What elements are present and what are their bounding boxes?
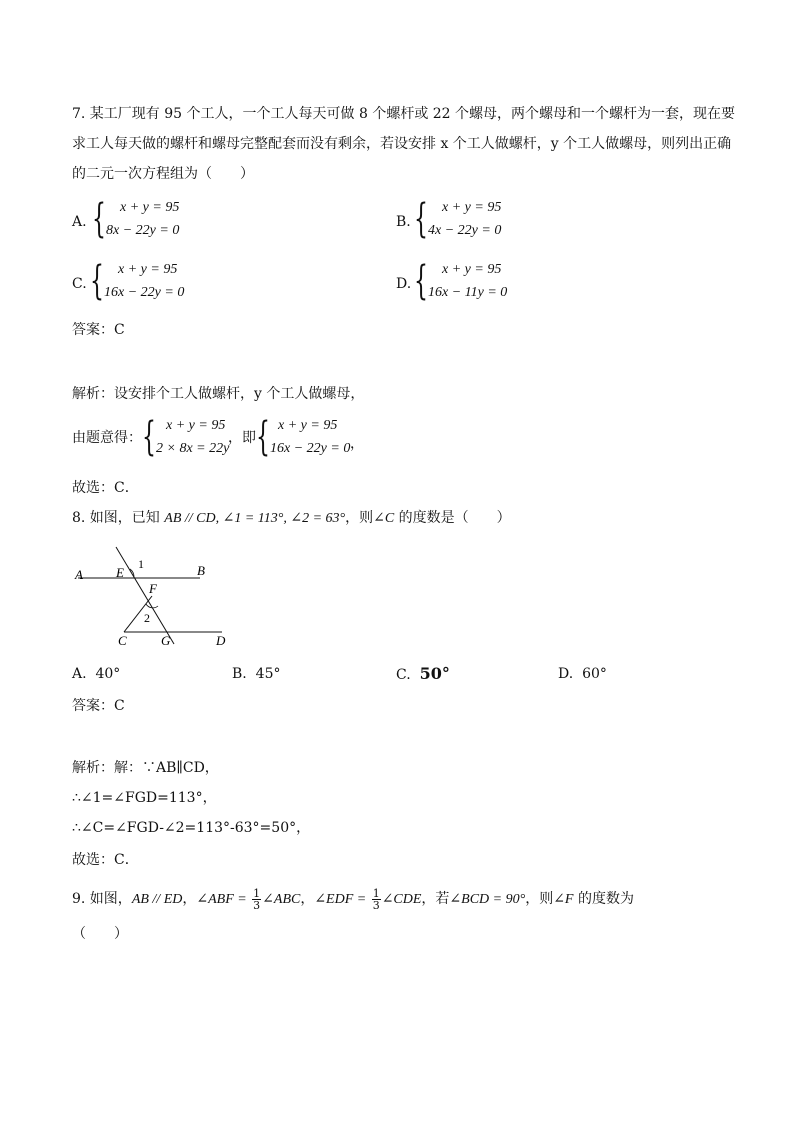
- label-angle-2: 2: [144, 611, 150, 625]
- q9-m4: ∠BCD = 90°: [449, 892, 526, 907]
- q9-m1: AB // ED: [131, 892, 183, 907]
- brace-icon: {: [256, 414, 270, 460]
- q9-blank: （ ）: [72, 926, 128, 942]
- q7-option-c-system: [90, 258, 230, 306]
- q9-fraction-2: [372, 888, 381, 911]
- q8-analysis-line3: ∴∠C=∠FGD-∠2=113°-63°=50°，: [72, 820, 311, 836]
- q7-stem-line2: 求工人每天做的螺杆和螺母完整配套而没有剩余，若设安排 x 个工人做螺杆，y 个工人做螺母，则列出正确: [72, 136, 732, 152]
- q8-stem-prefix: 8. 如图，已知: [72, 510, 165, 526]
- q7-d-eq1: x + y = 95: [442, 262, 502, 277]
- q7-analysis-intro: 解析：设安排个工人做螺杆，y 个工人做螺母，: [72, 386, 365, 402]
- label-g: G: [161, 633, 171, 648]
- q8-stem-math2: ∠C: [373, 511, 395, 526]
- q9-frac2-num: 1: [372, 886, 380, 900]
- q8-option-a-value: 40°: [95, 666, 121, 682]
- q9-prefix: 9. 如图，: [72, 891, 132, 907]
- q7-b-eq2: 4x − 22y = 0: [428, 223, 502, 238]
- q7-sys1-eq1: x + y = 95: [166, 418, 226, 433]
- q8-option-b-value: 45°: [255, 666, 281, 682]
- q9-m5: ∠F: [553, 892, 574, 907]
- q8-option-b: [232, 664, 280, 684]
- q9-fraction-1: [252, 888, 261, 911]
- q9-m2a: ∠ABF =: [196, 892, 247, 907]
- q9-sep2: ，: [300, 891, 315, 907]
- q9-m2b: ∠ABC: [262, 892, 301, 907]
- label-b: B: [197, 563, 205, 578]
- q8-option-d-label: D.: [558, 666, 574, 682]
- q8-option-b-label: B.: [232, 666, 247, 682]
- q7-sys2-eq1: x + y = 95: [278, 418, 338, 433]
- brace-icon: {: [142, 414, 156, 460]
- q8-option-c-label: C.: [396, 667, 411, 683]
- transversal-line: [116, 547, 174, 644]
- q8-stem-math: AB // CD, ∠1 = 113°, ∠2 = 63°: [164, 511, 346, 526]
- q7-d-eq2: 16x − 11y = 0: [428, 285, 508, 300]
- q7-option-b-label: B.: [396, 214, 411, 230]
- q7-answer: 答案：C: [72, 322, 125, 338]
- q9-m3a: ∠EDF =: [314, 892, 367, 907]
- brace-icon: {: [92, 196, 106, 242]
- q7-c-eq1: x + y = 95: [118, 262, 178, 277]
- q7-sys2-eq2: 16x − 22y = 0: [270, 441, 351, 456]
- q9-frac1-num: 1: [253, 886, 261, 900]
- q9-stem: [72, 886, 634, 913]
- q9-m3b: ∠CDE: [381, 892, 422, 907]
- q8-option-c: [396, 664, 450, 685]
- q7-a-eq1: x + y = 95: [120, 200, 180, 215]
- label-a: A: [75, 567, 83, 582]
- q9-suffix: 的度数为: [573, 891, 634, 907]
- brace-icon: {: [414, 196, 428, 242]
- q7-analysis-end: ，: [350, 436, 364, 452]
- q8-option-a: [72, 664, 120, 684]
- q7-option-d-system: [414, 258, 554, 306]
- q7-sys1-eq2: 2 × 8x = 22y: [156, 441, 230, 456]
- q7-option-d-label: D.: [396, 276, 412, 292]
- q7-analysis-mid: ，即: [228, 430, 256, 446]
- label-f: F: [149, 581, 157, 596]
- q7-analysis-lead: 由题意得：: [72, 430, 142, 446]
- brace-icon: {: [90, 258, 104, 304]
- q8-analysis-line2: ∴∠1=∠FGD=113°，: [72, 790, 217, 806]
- q9-mid: ，则: [525, 891, 554, 907]
- q7-option-a-label: A.: [72, 214, 87, 230]
- label-d: D: [216, 633, 226, 648]
- q7-b-eq1: x + y = 95: [442, 200, 502, 215]
- q7-conclusion: 故选：C．: [72, 480, 139, 496]
- q7-stem-line1: 7. 某工厂现有 95 个工人，一个工人每天可做 8 个螺杆或 22 个螺母，两个螺母和一个螺杆为一套，现在要: [72, 106, 736, 122]
- q7-analysis-system-1: [142, 414, 242, 462]
- q8-figure: [72, 544, 242, 650]
- q7-c-eq2: 16x − 22y = 0: [104, 285, 185, 300]
- q9-sep3: ，若: [421, 891, 450, 907]
- q8-option-c-value: 50°: [419, 664, 450, 683]
- label-angle-1: 1: [138, 557, 144, 571]
- q8-stem-suffix: 的度数是（ ）: [394, 510, 511, 526]
- q8-answer: 答案：C: [72, 698, 125, 714]
- q8-stem-mid: ，则: [345, 510, 374, 526]
- q8-stem: [72, 508, 511, 529]
- q8-conclusion: 故选：C．: [72, 852, 139, 868]
- q8-option-a-label: A.: [72, 666, 87, 682]
- q9-frac2-den: 3: [372, 898, 380, 912]
- label-c: C: [118, 633, 127, 648]
- q7-option-c-label: C.: [72, 276, 87, 292]
- q9-frac1-den: 3: [253, 898, 261, 912]
- q7-stem-line3: 的二元一次方程组为（ ）: [72, 166, 254, 182]
- label-e: E: [116, 565, 124, 580]
- q7-option-b-system: [414, 196, 554, 244]
- q8-option-d: [558, 664, 607, 684]
- q8-analysis-line1: 解析：解：∵AB∥CD，: [72, 760, 219, 776]
- brace-icon: {: [414, 258, 428, 304]
- q7-option-a-system: [92, 196, 232, 244]
- q7-a-eq2: 8x − 22y = 0: [106, 223, 180, 238]
- q8-option-d-value: 60°: [582, 666, 607, 682]
- q9-sep1: ，: [182, 891, 197, 907]
